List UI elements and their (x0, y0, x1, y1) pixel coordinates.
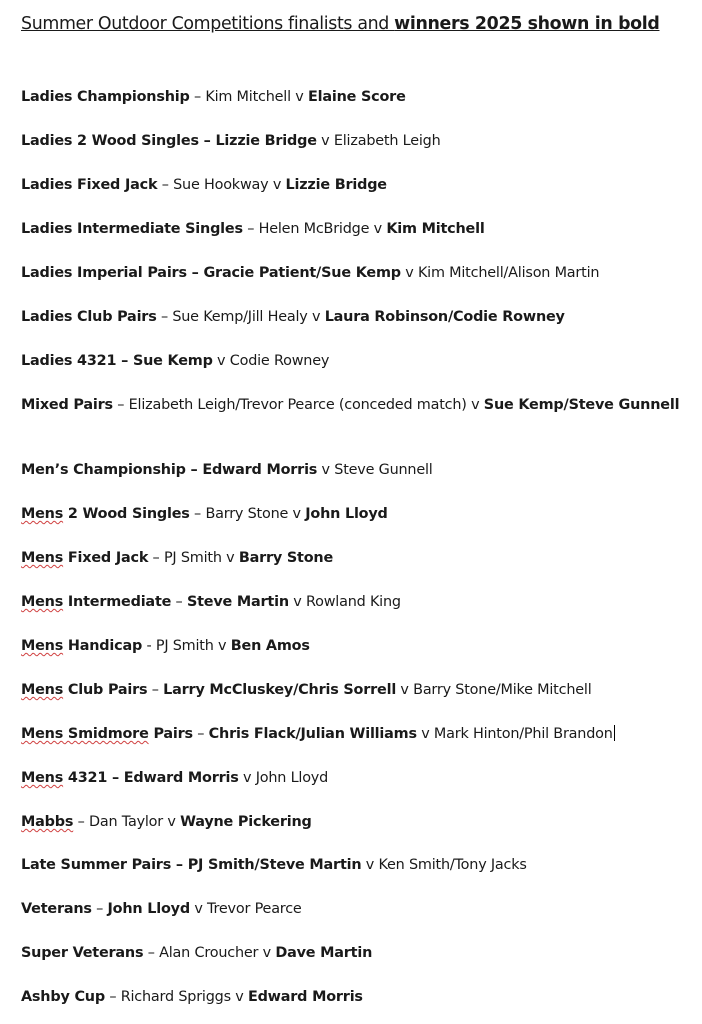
competition-row: Mens Intermediate – Steve Martin v Rowland King (21, 594, 401, 610)
event-name-misspelled: Mens (21, 550, 64, 566)
finalist-1: Elizabeth Leigh/Trevor Pearce (conceded match) (128, 397, 467, 413)
event-name: Club Pairs (63, 682, 148, 698)
finalist-1: PJ Smith/Steve Martin (187, 857, 362, 873)
finalist-2: Trevor Pearce (207, 901, 302, 917)
event-name: Veterans (21, 901, 92, 917)
event-name: 2 Wood Singles (63, 506, 190, 522)
finalist-1: Lizzie Bridge (215, 133, 317, 149)
competition-row: Ladies Fixed Jack – Sue Hookway v Lizzie Bridge (21, 177, 387, 193)
finalist-2: Laura Robinson/Codie Rowney (324, 309, 565, 325)
competition-row: Mixed Pairs – Elizabeth Leigh/Trevor Pearce (conceded match) v Sue Kemp/Steve Gunnell (21, 397, 680, 413)
event-name: Ladies Imperial Pairs (21, 265, 187, 281)
finalist-1: Alan Croucher (159, 945, 259, 961)
competition-row: Mabbs – Dan Taylor v Wayne Pickering (21, 814, 312, 830)
finalist-2: John Lloyd (305, 506, 388, 522)
competition-row: Ladies 4321 – Sue Kemp v Codie Rowney (21, 353, 330, 369)
finalist-2: Ben Amos (230, 638, 310, 654)
competition-row: Ladies Intermediate Singles – Helen McBridge v Kim Mitchell (21, 221, 485, 237)
finalist-1: Sue Hookway (173, 177, 269, 193)
event-name-misspelled: Mens Smidmore (21, 726, 149, 742)
title-bold: winners 2025 shown in bold (394, 14, 660, 34)
finalist-1: Dan Taylor (88, 814, 164, 830)
event-name-misspelled: Mens (21, 682, 64, 698)
event-name: Men’s Championship (21, 462, 186, 478)
finalist-1: Barry Stone (205, 506, 289, 522)
finalist-2: Kim Mitchell (386, 221, 485, 237)
event-name: Late Summer Pairs (21, 857, 172, 873)
finalist-2: Elizabeth Leigh (333, 133, 441, 149)
finalist-2: Rowland King (305, 594, 401, 610)
event-name: Ladies 2 Wood Singles (21, 133, 199, 149)
competition-row: Mens Smidmore Pairs – Chris Flack/Julian Williams v Mark Hinton/Phil Brandon (21, 726, 613, 742)
finalist-2: Edward Morris (247, 989, 363, 1005)
competition-row: Mens 4321 – Edward Morris v John Lloyd (21, 770, 329, 786)
event-name: Pairs (148, 726, 193, 742)
finalist-2: Steve Gunnell (334, 462, 433, 478)
finalist-2: Ken Smith/Tony Jacks (378, 857, 527, 873)
finalist-2: Lizzie Bridge (285, 177, 387, 193)
event-name: Ladies 4321 (21, 353, 117, 369)
finalist-2: John Lloyd (255, 770, 329, 786)
finalist-1: PJ Smith (155, 638, 214, 654)
finalist-2: Mark Hinton/Phil Brandon (433, 726, 613, 742)
finalist-1: Edward Morris (202, 462, 318, 478)
competition-row: Ashby Cup – Richard Spriggs v Edward Morris (21, 989, 363, 1005)
finalist-2: Codie Rowney (229, 353, 330, 369)
finalist-1: Gracie Patient/Sue Kemp (203, 265, 401, 281)
event-name-misspelled: Mens (21, 638, 64, 654)
competition-row: Super Veterans – Alan Croucher v Dave Martin (21, 945, 373, 961)
finalist-1: Kim Mitchell (205, 89, 291, 105)
event-name: Intermediate (63, 594, 172, 610)
event-name: 4321 (63, 770, 108, 786)
event-name: Ladies Club Pairs (21, 309, 157, 325)
finalist-1: Edward Morris (123, 770, 239, 786)
finalist-1: PJ Smith (163, 550, 222, 566)
event-name: Ladies Intermediate Singles (21, 221, 243, 237)
finalist-1: Sue Kemp/Jill Healy (172, 309, 308, 325)
title-plain: Summer Outdoor Competitions finalists and (21, 14, 395, 34)
finalist-1: Helen McBridge (258, 221, 370, 237)
competition-row: Mens Club Pairs – Larry McCluskey/Chris Sorrell v Barry Stone/Mike Mitchell (21, 682, 592, 698)
finalist-2: Wayne Pickering (180, 814, 312, 830)
finalist-1: Sue Kemp (132, 353, 213, 369)
finalist-1: Richard Spriggs (120, 989, 231, 1005)
finalist-2: Barry Stone (238, 550, 334, 566)
finalist-1: Chris Flack/Julian Williams (208, 726, 417, 742)
finalist-2: Sue Kemp/Steve Gunnell (483, 397, 680, 413)
document-title (21, 14, 659, 34)
finalist-1: Steve Martin (186, 594, 289, 610)
event-name: Mixed Pairs (21, 397, 113, 413)
competition-row: Men’s Championship – Edward Morris v Steve Gunnell (21, 462, 433, 478)
event-name: Ladies Fixed Jack (21, 177, 158, 193)
finalist-2: Kim Mitchell/Alison Martin (417, 265, 600, 281)
competition-row: Late Summer Pairs – PJ Smith/Steve Martin v Ken Smith/Tony Jacks (21, 857, 527, 873)
competition-row: Mens 2 Wood Singles – Barry Stone v John Lloyd (21, 506, 388, 522)
competition-row: Veterans – John Lloyd v Trevor Pearce (21, 901, 302, 917)
finalist-2: Elaine Score (307, 89, 406, 105)
competition-row: Mens Handicap - PJ Smith v Ben Amos (21, 638, 310, 654)
competition-row: Mens Fixed Jack – PJ Smith v Barry Stone (21, 550, 334, 566)
event-name: Ladies Championship (21, 89, 190, 105)
event-name: Ashby Cup (21, 989, 105, 1005)
event-name: Super Veterans (21, 945, 144, 961)
competition-row: Ladies 2 Wood Singles – Lizzie Bridge v Elizabeth Leigh (21, 133, 441, 149)
event-name: Handicap (63, 638, 143, 654)
text-cursor (614, 725, 615, 741)
competition-row: Ladies Imperial Pairs – Gracie Patient/Sue Kemp v Kim Mitchell/Alison Martin (21, 265, 600, 281)
event-name: Fixed Jack (63, 550, 149, 566)
finalist-2: Dave Martin (275, 945, 373, 961)
finalist-2: Barry Stone/Mike Mitchell (413, 682, 592, 698)
competition-row: Ladies Club Pairs – Sue Kemp/Jill Healy v Laura Robinson/Codie Rowney (21, 309, 565, 325)
event-name-misspelled: Mens (21, 506, 64, 522)
event-name-misspelled: Mens (21, 594, 64, 610)
finalist-1: Larry McCluskey/Chris Sorrell (163, 682, 397, 698)
finalist-1: John Lloyd (107, 901, 190, 917)
event-name-misspelled: Mens (21, 770, 64, 786)
event-name-misspelled: Mabbs (21, 814, 74, 830)
competition-row: Ladies Championship – Kim Mitchell v Elaine Score (21, 89, 406, 105)
